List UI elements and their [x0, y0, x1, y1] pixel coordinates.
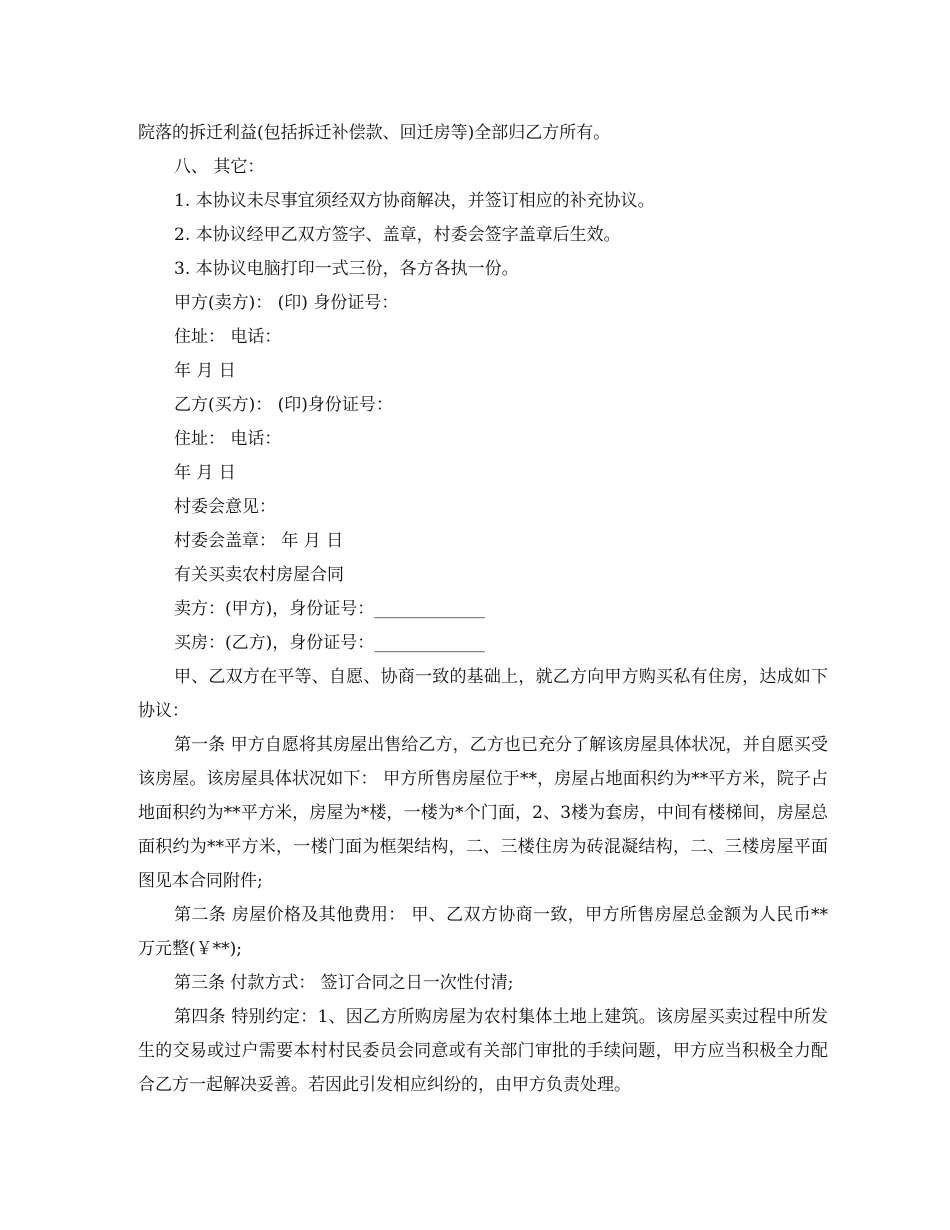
village-committee-seal-line: 村委会盖章： 年 月 日 [174, 531, 344, 551]
seller-id-line: 卖方：(甲方)，身份证号：_____________ [174, 599, 485, 619]
party-a-signature-line: 甲方(卖方)： (印) 身份证号： [174, 293, 399, 313]
agreement-preamble: 甲、乙双方在平等、自愿、协商一致的基础上，就乙方向甲方购买私有住房，达成如下协议： [138, 667, 828, 721]
clause-3: 3. 本协议电脑打印一式三份，各方各执一份。 [174, 259, 519, 279]
article-1: 第一条 甲方自愿将其房屋出售给乙方，乙方也已充分了解该房屋具体状况，并自愿买受该房屋。该房屋具体状况如下： 甲方所售房屋位于**，房屋占地面积约为**平方米，院子占地面积约为**平方米，房屋为*楼，一楼为*个门面，2、3楼为套房，中间有楼梯间，房屋总面积约为**平方米，一楼门面为框架结构，二、三楼住房为砖混凝结构，二、三楼房屋平面图见本合同附件; [138, 735, 828, 891]
party-b-signature-line: 乙方(买方)： (印)身份证号： [174, 395, 393, 415]
clause-1: 1. 本协议未尽事宜须经双方协商解决，并签订相应的补充协议。 [174, 191, 655, 211]
section-heading-other: 八、 其它： [174, 157, 265, 177]
party-b-date-line: 年 月 日 [174, 463, 236, 483]
article-2: 第二条 房屋价格及其他费用： 甲、乙双方协商一致，甲方所售房屋总金额为人民币**万元整(￥**); [138, 905, 828, 959]
party-a-address-line: 住址： 电话： [174, 327, 282, 347]
buyer-id-line: 买房：(乙方)，身份证号：_____________ [174, 633, 485, 653]
article-3: 第三条 付款方式： 签订合同之日一次性付清; [174, 973, 514, 993]
contract-title: 有关买卖农村房屋合同 [174, 565, 344, 585]
document-body [138, 116, 828, 1102]
clause-2: 2. 本协议经甲乙双方签字、盖章，村委会签字盖章后生效。 [174, 225, 621, 245]
party-a-date-line: 年 月 日 [174, 361, 236, 381]
party-b-address-line: 住址： 电话： [174, 429, 282, 449]
paragraph-relocation-benefits: 院落的拆迁利益(包括拆迁补偿款、回迁房等)全部归乙方所有。 [138, 123, 611, 143]
article-4: 第四条 特别约定：1、因乙方所购房屋为农村集体土地上建筑。该房屋买卖过程中所发生的交易或过户需要本村村民委员会同意或有关部门审批的手续问题，甲方应当积极全力配合乙方一起解决妥善。若因此引发相应纠纷的，由甲方负责处理。 [138, 1007, 828, 1095]
village-committee-opinion: 村委会意见： [174, 497, 276, 517]
